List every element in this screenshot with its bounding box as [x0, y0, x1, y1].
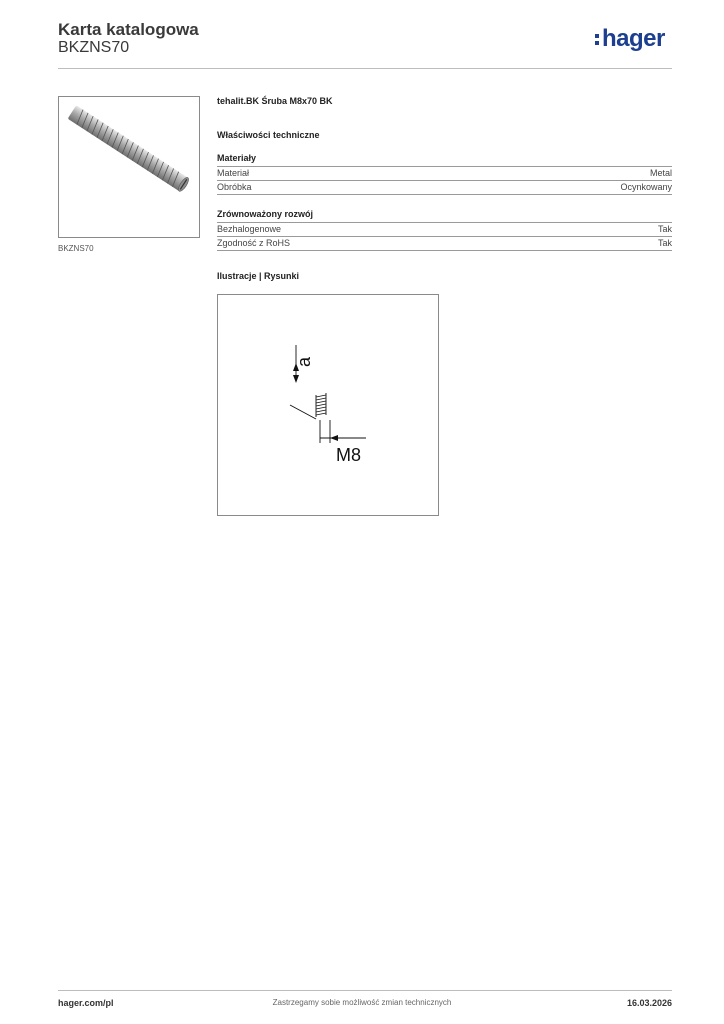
spec-group — [217, 209, 672, 251]
footer-divider — [58, 990, 672, 991]
threaded-rod-icon — [59, 97, 199, 237]
spec-row — [217, 237, 672, 251]
illustrations-title: Ilustracje | Rysunki — [217, 271, 300, 281]
product-photo — [58, 96, 200, 238]
spec-label: Materiał — [217, 168, 250, 178]
tech-section-title: Właściwości techniczne — [217, 130, 320, 140]
product-name: tehalit.BK Śruba M8x70 BK — [217, 96, 333, 106]
dimension-a-label: a — [294, 356, 314, 367]
dimension-m8-label: M8 — [336, 445, 362, 465]
spec-group — [217, 153, 672, 195]
spec-row — [217, 181, 672, 195]
group-title: Zrównoważony rozwój — [217, 209, 672, 223]
spec-value: Tak — [657, 224, 672, 234]
footer-center-text: Zastrzegamy sobie możliwość zmian technicznych — [272, 998, 452, 1007]
spec-value: Ocynkowany — [620, 182, 672, 192]
dimension-drawing-icon — [218, 295, 438, 515]
spec-label: Zgodność z RoHS — [217, 238, 291, 248]
spec-label: Obróbka — [217, 182, 252, 192]
spec-value: Tak — [657, 238, 672, 248]
photo-caption: BKZNS70 — [58, 244, 94, 253]
spec-column — [217, 96, 672, 281]
header-title: Karta katalogowa — [58, 20, 199, 39]
spec-row — [217, 223, 672, 237]
logo-dots-icon — [595, 29, 600, 47]
spec-value: Metal — [649, 168, 672, 178]
logo-text: hager — [602, 25, 665, 52]
spec-label: Bezhalogenowe — [217, 224, 282, 234]
spec-row — [217, 167, 672, 181]
footer-website: hager.com/pl — [58, 998, 114, 1008]
hager-logo — [595, 27, 665, 51]
technical-drawing — [217, 294, 439, 516]
header-divider — [58, 68, 672, 69]
group-title: Materiały — [217, 153, 672, 167]
footer-date: 16.03.2026 — [626, 998, 672, 1008]
header-subtitle: BKZNS70 — [58, 39, 130, 56]
